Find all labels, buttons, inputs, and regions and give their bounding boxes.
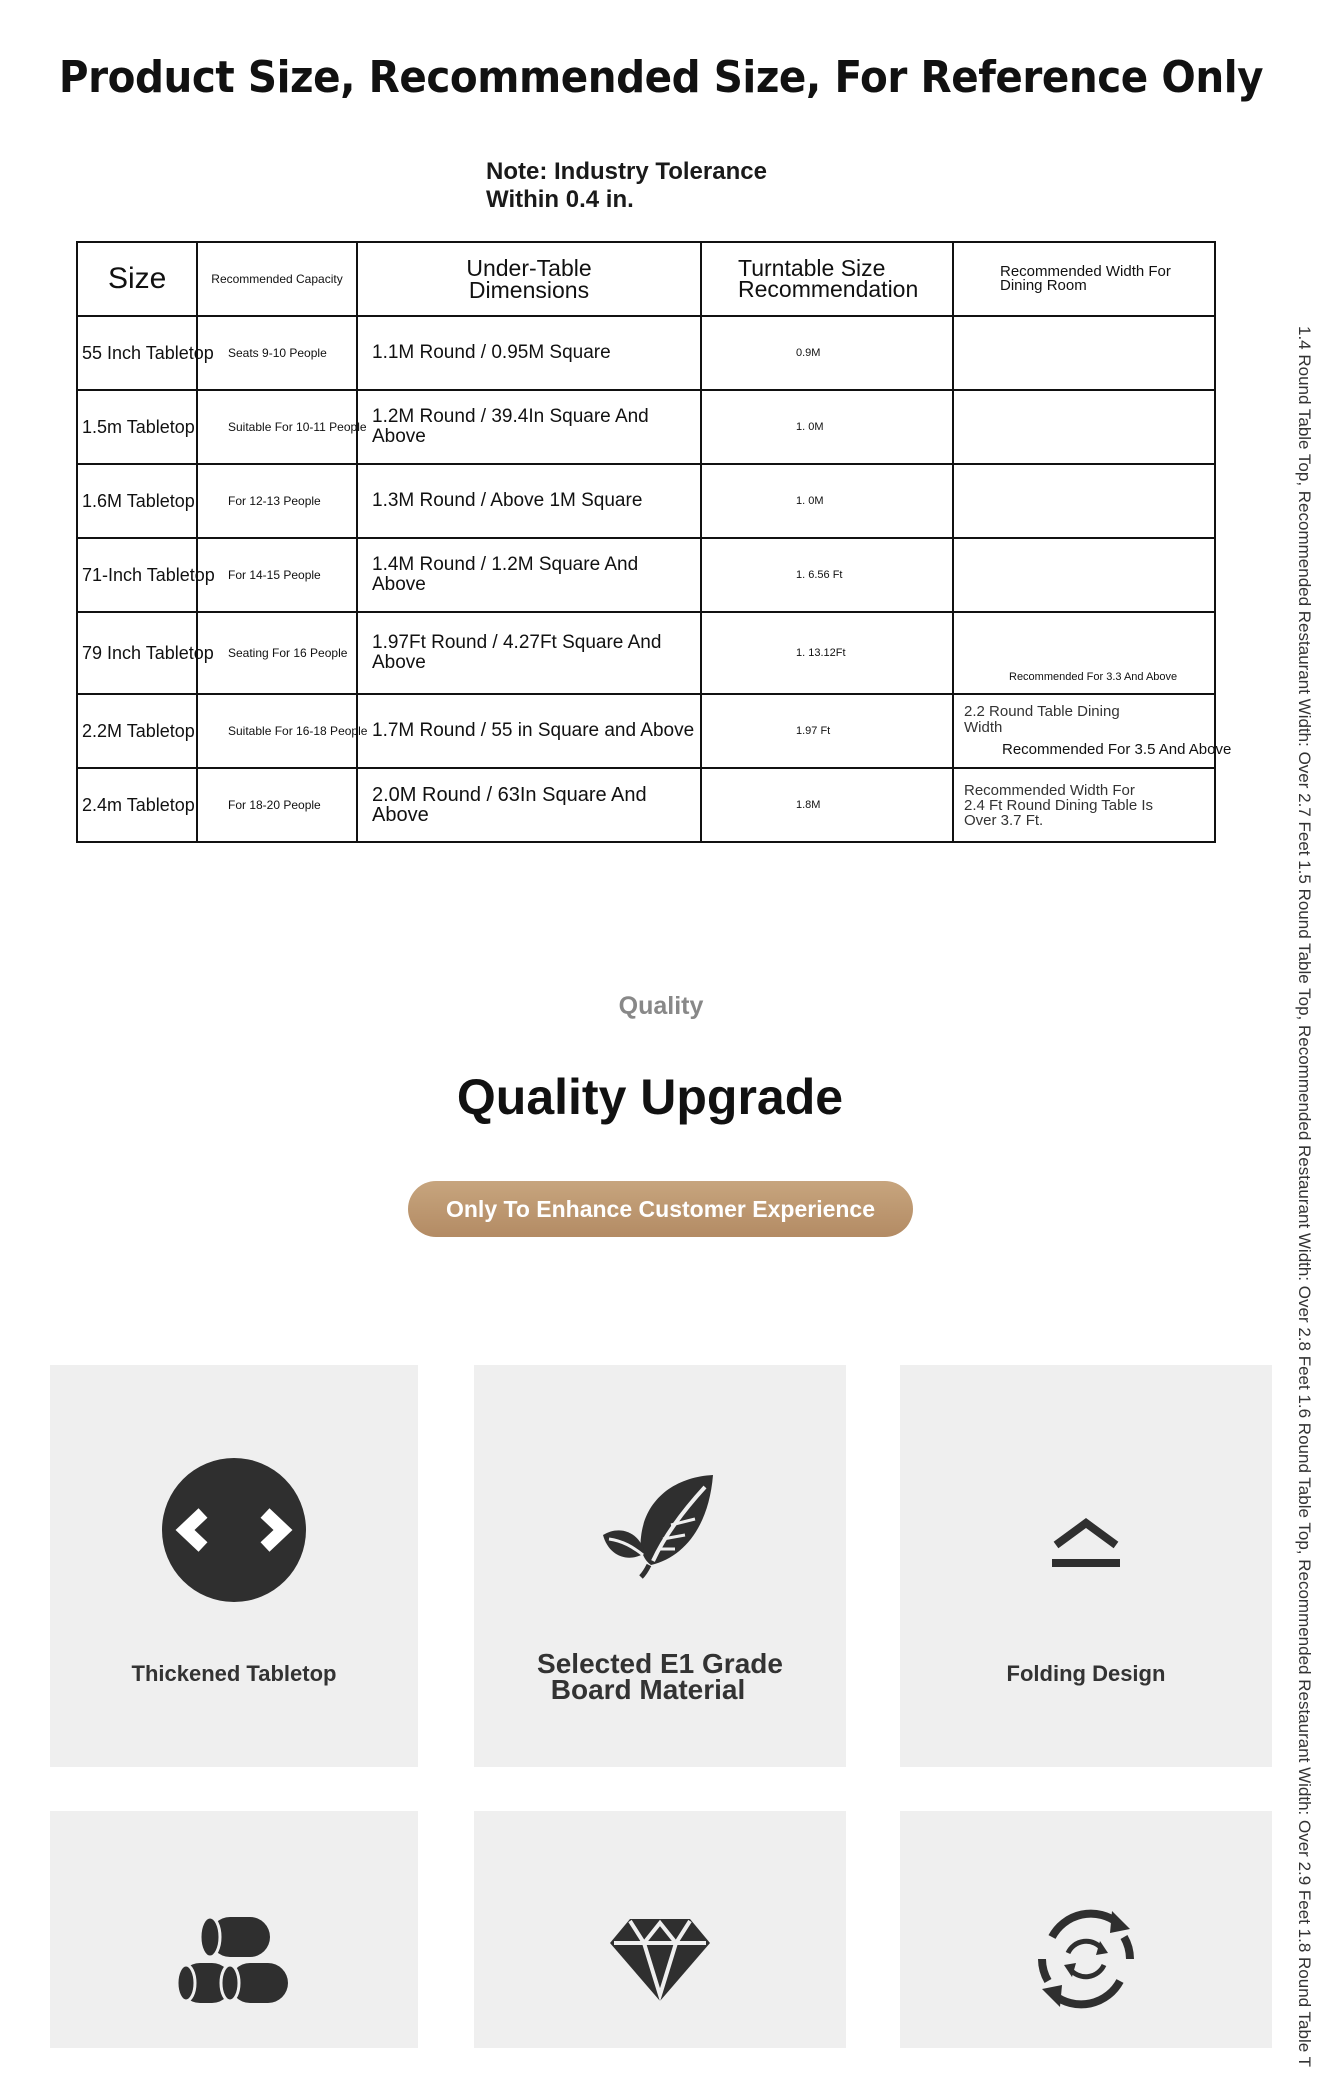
- feature-label-line-1: Selected E1 Grade: [537, 1648, 783, 1679]
- cell-turntable: 1. 0M: [701, 390, 953, 464]
- logs-icon: [50, 1913, 418, 2007]
- side-vertical-text: 1.4 Round Table Top, Recommended Restaurant Width: Over 2.7 Feet 1.5 Round Table Top, Recommended Restaurant Width: Over 2.8 Feet 1.6 Round Table Top, Recommended Restaurant Width: Over 2.9 Feet 1.8 Round Table T: [1295, 326, 1314, 2067]
- cell-dimensions: 1.3M Round / Above 1M Square: [357, 464, 701, 538]
- header-turntable-line-1: Turntable Size: [738, 255, 886, 281]
- feature-card-diamond: [474, 1811, 846, 2048]
- cell-turntable: 0.9M: [701, 316, 953, 390]
- cell-turntable: 1. 13.12Ft: [701, 612, 953, 694]
- feature-card-logs: [50, 1811, 418, 2048]
- cell-dimensions: 1.2M Round / 39.4In Square And Above: [357, 390, 701, 464]
- header-dimensions-line-2: Dimensions: [468, 277, 590, 303]
- cell-width: Recommended Width For 2.4 Ft Round Dining Table Is Over 3.7 Ft.: [953, 768, 1215, 842]
- cell-width-extra: Recommended For 3.5 And Above: [1002, 741, 1232, 758]
- feature-label: Thickened Tabletop: [131, 1661, 337, 1686]
- table-row: [77, 538, 1215, 612]
- cell-width: [953, 390, 1215, 464]
- cell-capacity: Seats 9-10 People: [197, 316, 357, 390]
- cell-capacity: For 18-20 People: [197, 768, 357, 842]
- table-row: [77, 612, 1215, 694]
- size-table: [76, 241, 1232, 843]
- note-line-2: Within 0.4 in.: [486, 186, 634, 213]
- cell-width: [953, 538, 1215, 612]
- quality-heading: Quality Upgrade: [456, 1069, 844, 1125]
- cell-turntable: 1.8M: [701, 768, 953, 842]
- header-dimensions-line-1: Under-Table: [466, 255, 592, 281]
- cell-dimensions: 1.7M Round / 55 in Square and Above: [357, 694, 701, 768]
- cell-size: 71-Inch Tabletop: [77, 538, 197, 612]
- feature-label: Folding Design: [1006, 1661, 1166, 1686]
- page-title: Product Size, Recommended Size, For Reference Only: [58, 52, 1264, 103]
- header-dimensions: [357, 242, 701, 316]
- header-width-line-1: Recommended Width For: [1000, 263, 1171, 280]
- rotate-icon: [900, 1903, 1272, 2015]
- cell-capacity: Seating For 16 People: [197, 612, 357, 694]
- tolerance-note: [486, 158, 767, 214]
- header-width: [953, 242, 1215, 316]
- cell-dimensions: 1.97Ft Round / 4.27Ft Square And Above: [357, 612, 701, 694]
- leaf-icon: [474, 1469, 846, 1579]
- fold-up-icon: [900, 1515, 1272, 1569]
- header-turntable-line-2: Recommendation: [738, 276, 919, 302]
- experience-pill: Only To Enhance Customer Experience: [408, 1181, 913, 1237]
- feature-card-folding: [900, 1365, 1272, 1767]
- header-width-line-2: Dining Room: [1000, 277, 1087, 294]
- cell-capacity: For 14-15 People: [197, 538, 357, 612]
- cell-size: 79 Inch Tabletop: [77, 612, 197, 694]
- diamond-icon: [474, 1915, 846, 2003]
- table-row: [77, 316, 1215, 390]
- feature-label: [474, 1648, 846, 1705]
- cell-turntable: 1. 0M: [701, 464, 953, 538]
- cell-dimensions: 2.0M Round / 63In Square And Above: [357, 768, 701, 842]
- table-row: [77, 390, 1215, 464]
- cell-width-text: 2.2 Round Table Dining Width: [964, 703, 1120, 736]
- quality-kicker: Quality: [618, 992, 704, 1020]
- cell-capacity: Suitable For 10-11 People: [197, 390, 357, 464]
- cell-width: [953, 316, 1215, 390]
- chevrons-circle-icon: [50, 1457, 418, 1603]
- cell-capacity: For 12-13 People: [197, 464, 357, 538]
- header-size: Size: [77, 242, 197, 316]
- cell-width: [953, 464, 1215, 538]
- feature-card-rotate: [900, 1811, 1272, 2048]
- cell-size: 2.2M Tabletop: [77, 694, 197, 768]
- cell-dimensions: 1.4M Round / 1.2M Square And Above: [357, 538, 701, 612]
- cell-size: 2.4m Tabletop: [77, 768, 197, 842]
- cell-width: [953, 694, 1232, 768]
- table-header-row: [77, 242, 1215, 316]
- cell-dimensions: 1.1M Round / 0.95M Square: [357, 316, 701, 390]
- table-row: [77, 464, 1215, 538]
- header-capacity: Recommended Capacity: [197, 242, 357, 316]
- cell-size: 1.6M Tabletop: [77, 464, 197, 538]
- cell-size: 1.5m Tabletop: [77, 390, 197, 464]
- feature-card-board: [474, 1365, 846, 1767]
- table-row: [77, 694, 1215, 768]
- note-line-1: Note: Industry Tolerance: [486, 158, 767, 185]
- cell-width: Recommended For 3.3 And Above: [953, 612, 1215, 694]
- header-turntable: [701, 242, 953, 316]
- feature-card-thickened: [50, 1365, 418, 1767]
- cell-turntable: 1. 6.56 Ft: [701, 538, 953, 612]
- cell-size: 55 Inch Tabletop: [77, 316, 197, 390]
- cell-capacity: Suitable For 16-18 People: [197, 694, 357, 768]
- feature-label-line-2: Board Material: [550, 1674, 746, 1705]
- cell-turntable: 1.97 Ft: [701, 694, 953, 768]
- table-row: [77, 768, 1215, 842]
